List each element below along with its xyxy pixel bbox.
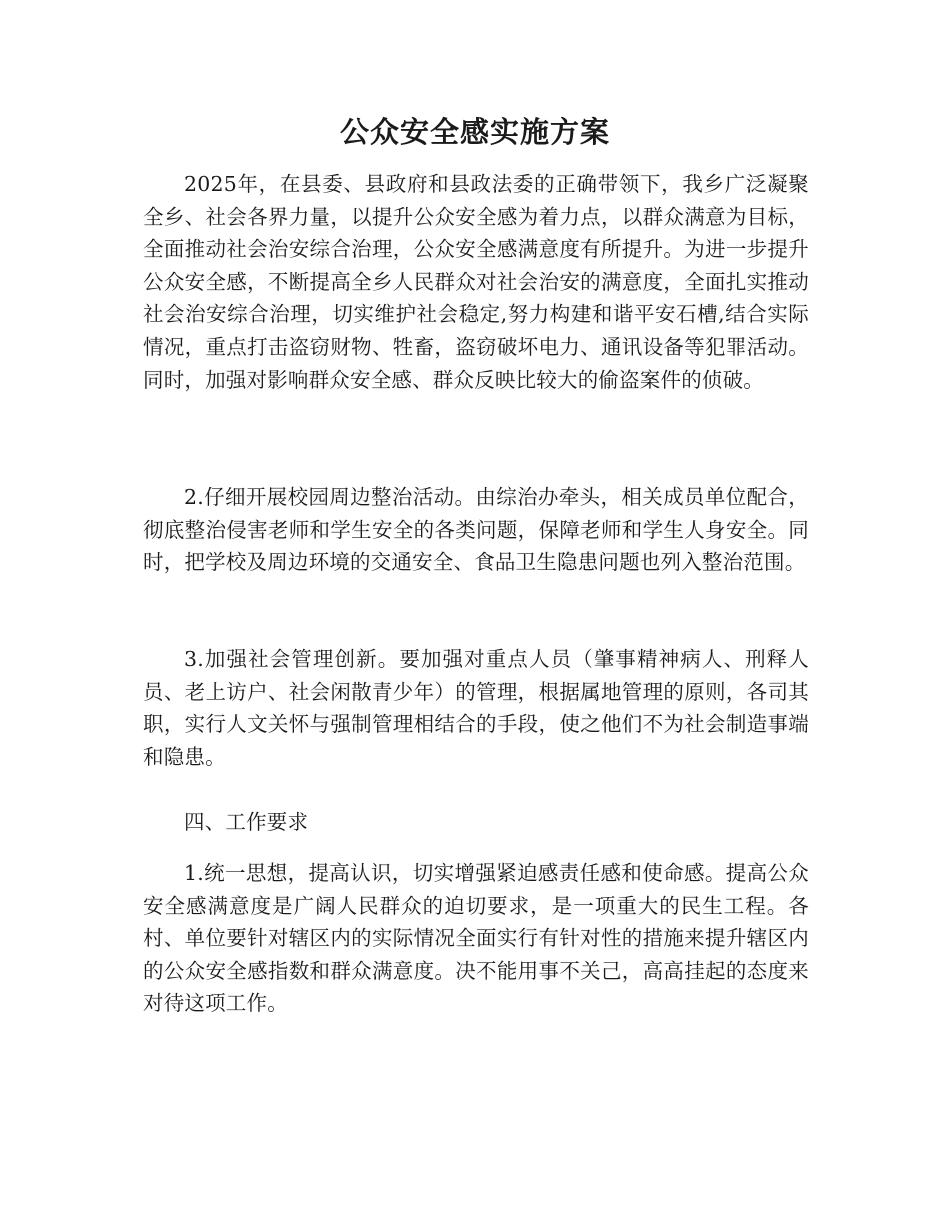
section-heading-text: 四、工作要求 xyxy=(184,810,309,834)
paragraph-text: 1.统一思想，提高认识，切实增强紧迫感责任感和使命感。提高公众安全感满意度是广阔人民群众的迫切要求，是一项重大的民生工程。各村、单位要针对辖区内的实际情况全面实行有针对性的措施来提升辖区内的公众安全感指数和群众满意度。决不能用事不关己，高高挂起的态度来对待这项工作。 xyxy=(143,861,809,1016)
section-heading-work-requirements xyxy=(143,806,809,839)
paragraph-text: 3.加强社会管理创新。要加强对重点人员（肇事精神病人、刑释人员、老上访户、社会闲散青少年）的管理，根据属地管理的原则，各司其职，实行人文关怀与强制管理相结合的手段，使之他们不为社会制造事端和隐患。 xyxy=(143,647,809,769)
paragraph-text: 2.仔细开展校园周边整治活动。由综治办牵头，相关成员单位配合，彻底整治侵害老师和学生安全的各类问题，保障老师和学生人身安全。同时，把学校及周边环境的交通安全、食品卫生隐患问题也列入整治范围。 xyxy=(143,485,809,575)
paragraph-social-management xyxy=(143,643,809,773)
paragraph-intro xyxy=(143,168,809,396)
paragraph-text: 2025年，在县委、县政府和县政法委的正确带领下，我乡广泛凝聚全乡、社会各界力量，以提升公众安全感为着力点，以群众满意为目标，全面推动社会治安综合治理，公众安全感满意度有所提升。为进一步提升公众安全感，不断提高全乡人民群众对社会治安的满意度，全面扎实推动社会治安综合治理，切实维护社会稳定,努力构建和谐平安石槽,结合实际情况，重点打击盗窃财物、牲畜，盗窃破坏电力、通讯设备等犯罪活动。同时，加强对影响群众安全感、群众反映比较大的偷盗案件的侦破。 xyxy=(143,172,809,392)
paragraph-unify-thinking xyxy=(143,857,809,1020)
document-title: 公众安全感实施方案 xyxy=(339,115,610,149)
paragraph-campus-safety xyxy=(143,481,809,579)
